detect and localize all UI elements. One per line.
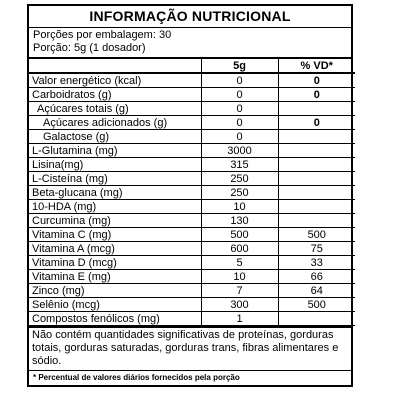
serving-info — [29, 28, 351, 59]
table-row — [29, 116, 355, 130]
nutrient-daily-value — [278, 200, 355, 214]
nutrient-name: L-Glutamina (mg) — [29, 144, 201, 158]
table-title: INFORMAÇÃO NUTRICIONAL — [29, 6, 351, 28]
nutrient-daily-value: 66 — [278, 270, 355, 284]
serving-size: Porção: 5g (1 dosador) — [33, 42, 146, 54]
nutrient-name: Vitamina D (mcg) — [29, 256, 201, 270]
nutrient-daily-value: 33 — [278, 256, 355, 270]
header-amount: 5g — [201, 59, 278, 73]
nutrient-amount: 500 — [201, 228, 278, 242]
daily-value-footnote: * Percentual de valores diários fornecidos pela porção — [29, 370, 351, 385]
nutrition-table-frame — [27, 4, 353, 387]
nutrient-daily-value: 500 — [278, 228, 355, 242]
table-row — [29, 144, 355, 158]
nutrient-name: Valor energético (kcal) — [29, 73, 201, 88]
nutrient-name: Açúcares adicionados (g) — [29, 116, 201, 130]
nutrient-daily-value — [278, 102, 355, 116]
nutrient-name: Carboidratos (g) — [29, 88, 201, 102]
header-nutrient — [29, 59, 201, 73]
nutrient-amount: 600 — [201, 242, 278, 256]
table-row — [29, 172, 355, 186]
nutrient-amount: 315 — [201, 158, 278, 172]
nutrient-daily-value: 500 — [278, 298, 355, 312]
table-row — [29, 298, 355, 312]
nutrient-amount: 0 — [201, 116, 278, 130]
nutrient-amount: 10 — [201, 200, 278, 214]
nutrient-daily-value — [278, 186, 355, 200]
nutrient-name: Galactose (g) — [29, 130, 201, 144]
nutrient-name: Selênio (mcg) — [29, 298, 201, 312]
nutrient-daily-value: 64 — [278, 284, 355, 298]
nutrient-daily-value — [278, 312, 355, 326]
nutrient-name: Compostos fenólicos (mg) — [29, 312, 201, 326]
table-row — [29, 130, 355, 144]
nutrient-daily-value — [278, 144, 355, 158]
table-row — [29, 88, 355, 102]
table-row — [29, 73, 355, 88]
nutrient-amount: 1 — [201, 312, 278, 326]
table-row — [29, 158, 355, 172]
nutrient-amount: 0 — [201, 88, 278, 102]
nutrient-daily-value — [278, 214, 355, 228]
nutrient-amount: 0 — [201, 130, 278, 144]
nutrient-name: Curcumina (mg) — [29, 214, 201, 228]
header-daily-value: % VD* — [278, 59, 355, 73]
table-row — [29, 214, 355, 228]
nutrient-amount: 0 — [201, 102, 278, 116]
nutrient-name: Zinco (mg) — [29, 284, 201, 298]
nutrient-daily-value: 0 — [278, 88, 355, 102]
nutrient-amount: 3000 — [201, 144, 278, 158]
nutrient-daily-value — [278, 130, 355, 144]
table-row — [29, 200, 355, 214]
nutrient-amount: 5 — [201, 256, 278, 270]
nutrient-name: Vitamina C (mg) — [29, 228, 201, 242]
nutrient-name: Vitamina E (mg) — [29, 270, 201, 284]
nutrient-amount: 300 — [201, 298, 278, 312]
nutrient-table — [29, 59, 355, 326]
table-row — [29, 284, 355, 298]
table-row — [29, 270, 355, 284]
nutrient-name: Beta-glucana (mg) — [29, 186, 201, 200]
nutrient-amount: 0 — [201, 73, 278, 88]
table-row — [29, 102, 355, 116]
nutrient-name: Lisina(mg) — [29, 158, 201, 172]
nutrient-amount: 130 — [201, 214, 278, 228]
nutrition-facts-panel — [27, 4, 353, 391]
nutrient-daily-value — [278, 158, 355, 172]
nutrition-disclaimer: Não contém quantidades significativas de proteínas, gorduras totais, gorduras saturadas, gorduras trans, fibras alimentares e sódio. — [29, 326, 351, 370]
table-row — [29, 186, 355, 200]
nutrient-daily-value: 0 — [278, 73, 355, 88]
nutrient-amount: 10 — [201, 270, 278, 284]
table-row — [29, 256, 355, 270]
nutrient-name: Açúcares totais (g) — [29, 102, 201, 116]
nutrient-name: L-Cisteína (mg) — [29, 172, 201, 186]
nutrient-name: Vitamina A (mcg) — [29, 242, 201, 256]
nutrient-daily-value — [278, 172, 355, 186]
table-row — [29, 228, 355, 242]
nutrient-amount: 250 — [201, 186, 278, 200]
nutrient-name: 10-HDA (mg) — [29, 200, 201, 214]
nutrient-amount: 250 — [201, 172, 278, 186]
nutrient-amount: 7 — [201, 284, 278, 298]
nutrient-daily-value: 75 — [278, 242, 355, 256]
table-row — [29, 242, 355, 256]
servings-per-package: Porções por embalagem: 30 — [33, 29, 172, 41]
nutrient-daily-value: 0 — [278, 116, 355, 130]
table-header-row — [29, 59, 355, 73]
table-row — [29, 312, 355, 326]
